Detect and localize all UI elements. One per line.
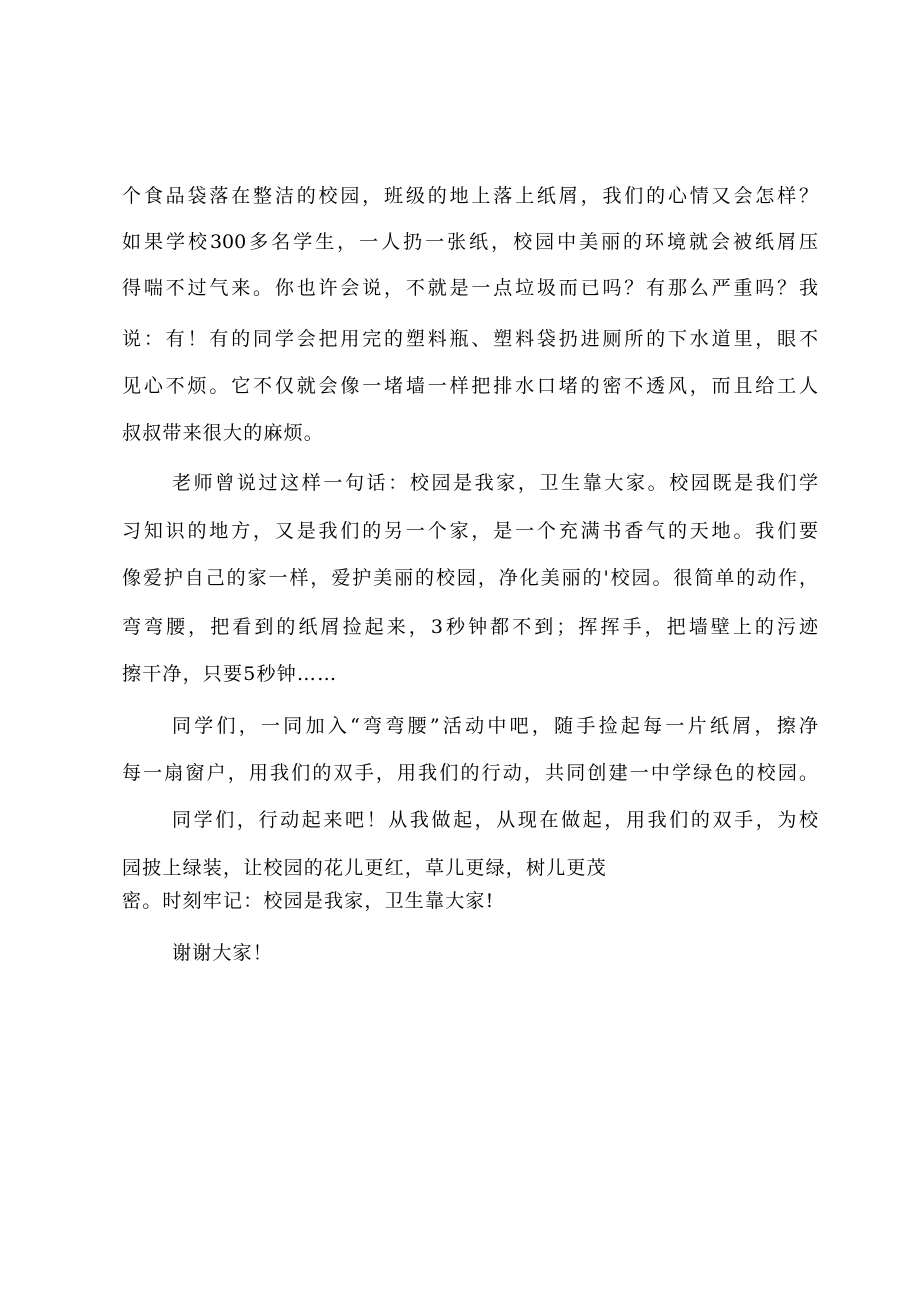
text-line: 老师曾说过这样一句话：校园是我家，卫生靠大家。校园既是我们学 [172, 472, 818, 494]
text-line: 弯弯腰，把看到的纸屑捡起来，3秒钟都不到；挥挥手，把墙壁上的污迹 [122, 616, 818, 638]
text-line: 同学们，一同加入“弯弯腰”活动中吧，随手捡起每一片纸屑，擦净 [172, 715, 818, 737]
text-line: 每一扇窗户，用我们的双手，用我们的行动，共同创建一中学绿色的校园。 [122, 762, 818, 784]
text-line: 园披上绿装，让校园的花儿更红，草儿更绿，树儿更茂 [122, 857, 607, 879]
text-line: 习知识的地方，又是我们的另一个家，是一个充满书香气的天地。我们要 [122, 520, 818, 542]
text-line: 说：有！有的同学会把用完的塑料瓶、塑料袋扔进厕所的下水道里，眼不 [122, 328, 818, 350]
text-line: 得喘不过气来。你也许会说，不就是一点垃圾而已吗？有那么严重吗？我 [122, 277, 818, 299]
text-line: 如果学校300多名学生，一人扔一张纸，校园中美丽的环境就会被纸屑压 [122, 231, 818, 253]
text-line: 个食品袋落在整洁的校园，班级的地上落上纸屑，我们的心情又会怎样？ [122, 185, 818, 207]
text-line: 擦干净，只要5秒钟…… [122, 663, 338, 685]
text-line: 叔叔带来很大的麻烦。 [122, 422, 325, 444]
text-line: 像爱护自己的家一样，爱护美丽的校园，净化美丽的'校园。很简单的动作， [122, 567, 818, 589]
text-line: 密。时刻牢记：校园是我家，卫生靠大家! [122, 890, 495, 912]
closing-line: 谢谢大家！ [172, 942, 274, 964]
text-line: 同学们，行动起来吧！从我做起，从现在做起，用我们的双手，为校 [172, 809, 818, 831]
text-line: 见心不烦。它不仅就会像一堵墙一样把排水口堵的密不透风，而且给工人 [122, 375, 818, 397]
